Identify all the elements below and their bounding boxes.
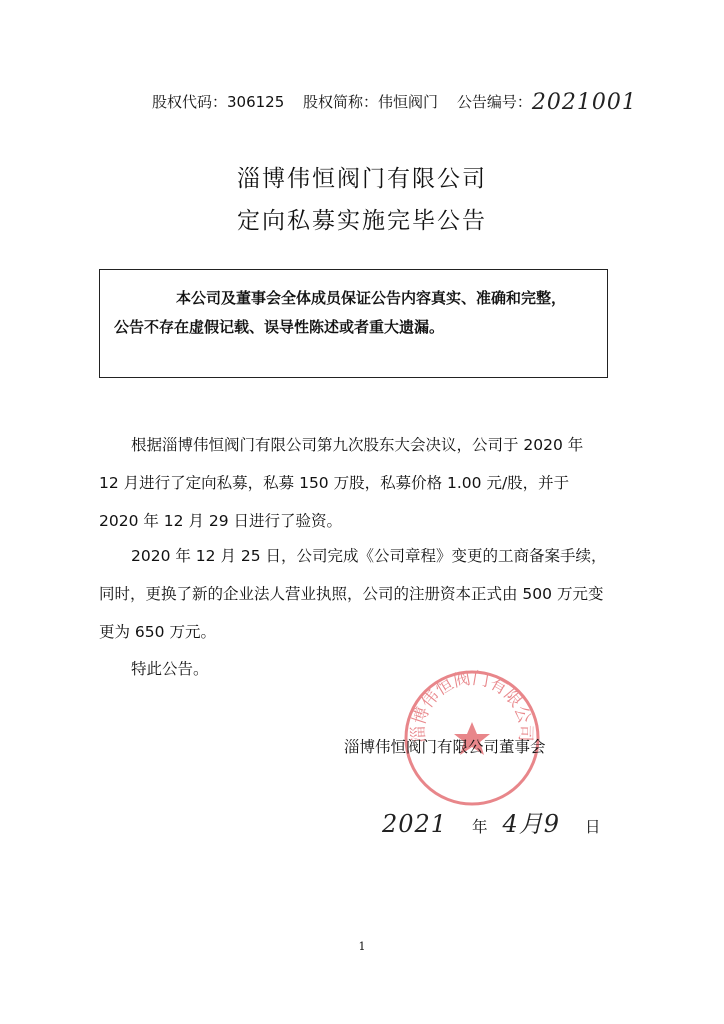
- announcement-header: [152, 88, 637, 113]
- date-year-handwritten: 2021: [382, 810, 448, 838]
- signing-date: [382, 804, 600, 839]
- page-number: 1: [358, 940, 366, 953]
- stock-abbreviation: 股权简称：伟恒阀门: [303, 93, 439, 111]
- title-company: 淄博伟恒阀门有限公司: [237, 166, 487, 192]
- disclaimer-line-2: 公告不存在虚假记载、误导性陈述或者重大遗漏。: [114, 318, 445, 336]
- date-day-label: 日: [584, 818, 601, 836]
- disclaimer-box: [99, 269, 608, 378]
- date-month-day-handwritten: 4月9: [502, 810, 561, 838]
- date-year-label: 年: [472, 818, 488, 836]
- body-paragraph-2: 2020 年 12 月 25 日，公司完成《公司章程》变更的工商备案手续，同时，更换了新的企业法人营业执照，公司的注册资本正式由 500 万元变更为 650 万元。: [99, 547, 607, 641]
- seal-text: 淄博伟恒阀门有限公司: [408, 668, 536, 744]
- body-paragraph-1: 根据淄博伟恒阀门有限公司第九次股东大会决议，公司于 2020 年 12 月进行了定向私募，私募 150 万股，私募价格 1.00 元/股，并于 2020 年 12 月 29 日进行了验资。: [99, 436, 584, 530]
- disclaimer-line-1: 本公司及董事会全体成员保证公告内容真实、准确和完整，: [176, 289, 567, 307]
- notice-number-handwritten: 2021001: [531, 90, 637, 115]
- stock-code: 股权代码：306125: [152, 93, 285, 111]
- body-paragraph-3: 特此公告。: [131, 660, 209, 678]
- title-notice: 定向私募实施完毕公告: [237, 208, 487, 234]
- signature-board: 淄博伟恒阀门有限公司董事会: [344, 738, 546, 756]
- notice-number-label: 公告编号：: [456, 93, 532, 111]
